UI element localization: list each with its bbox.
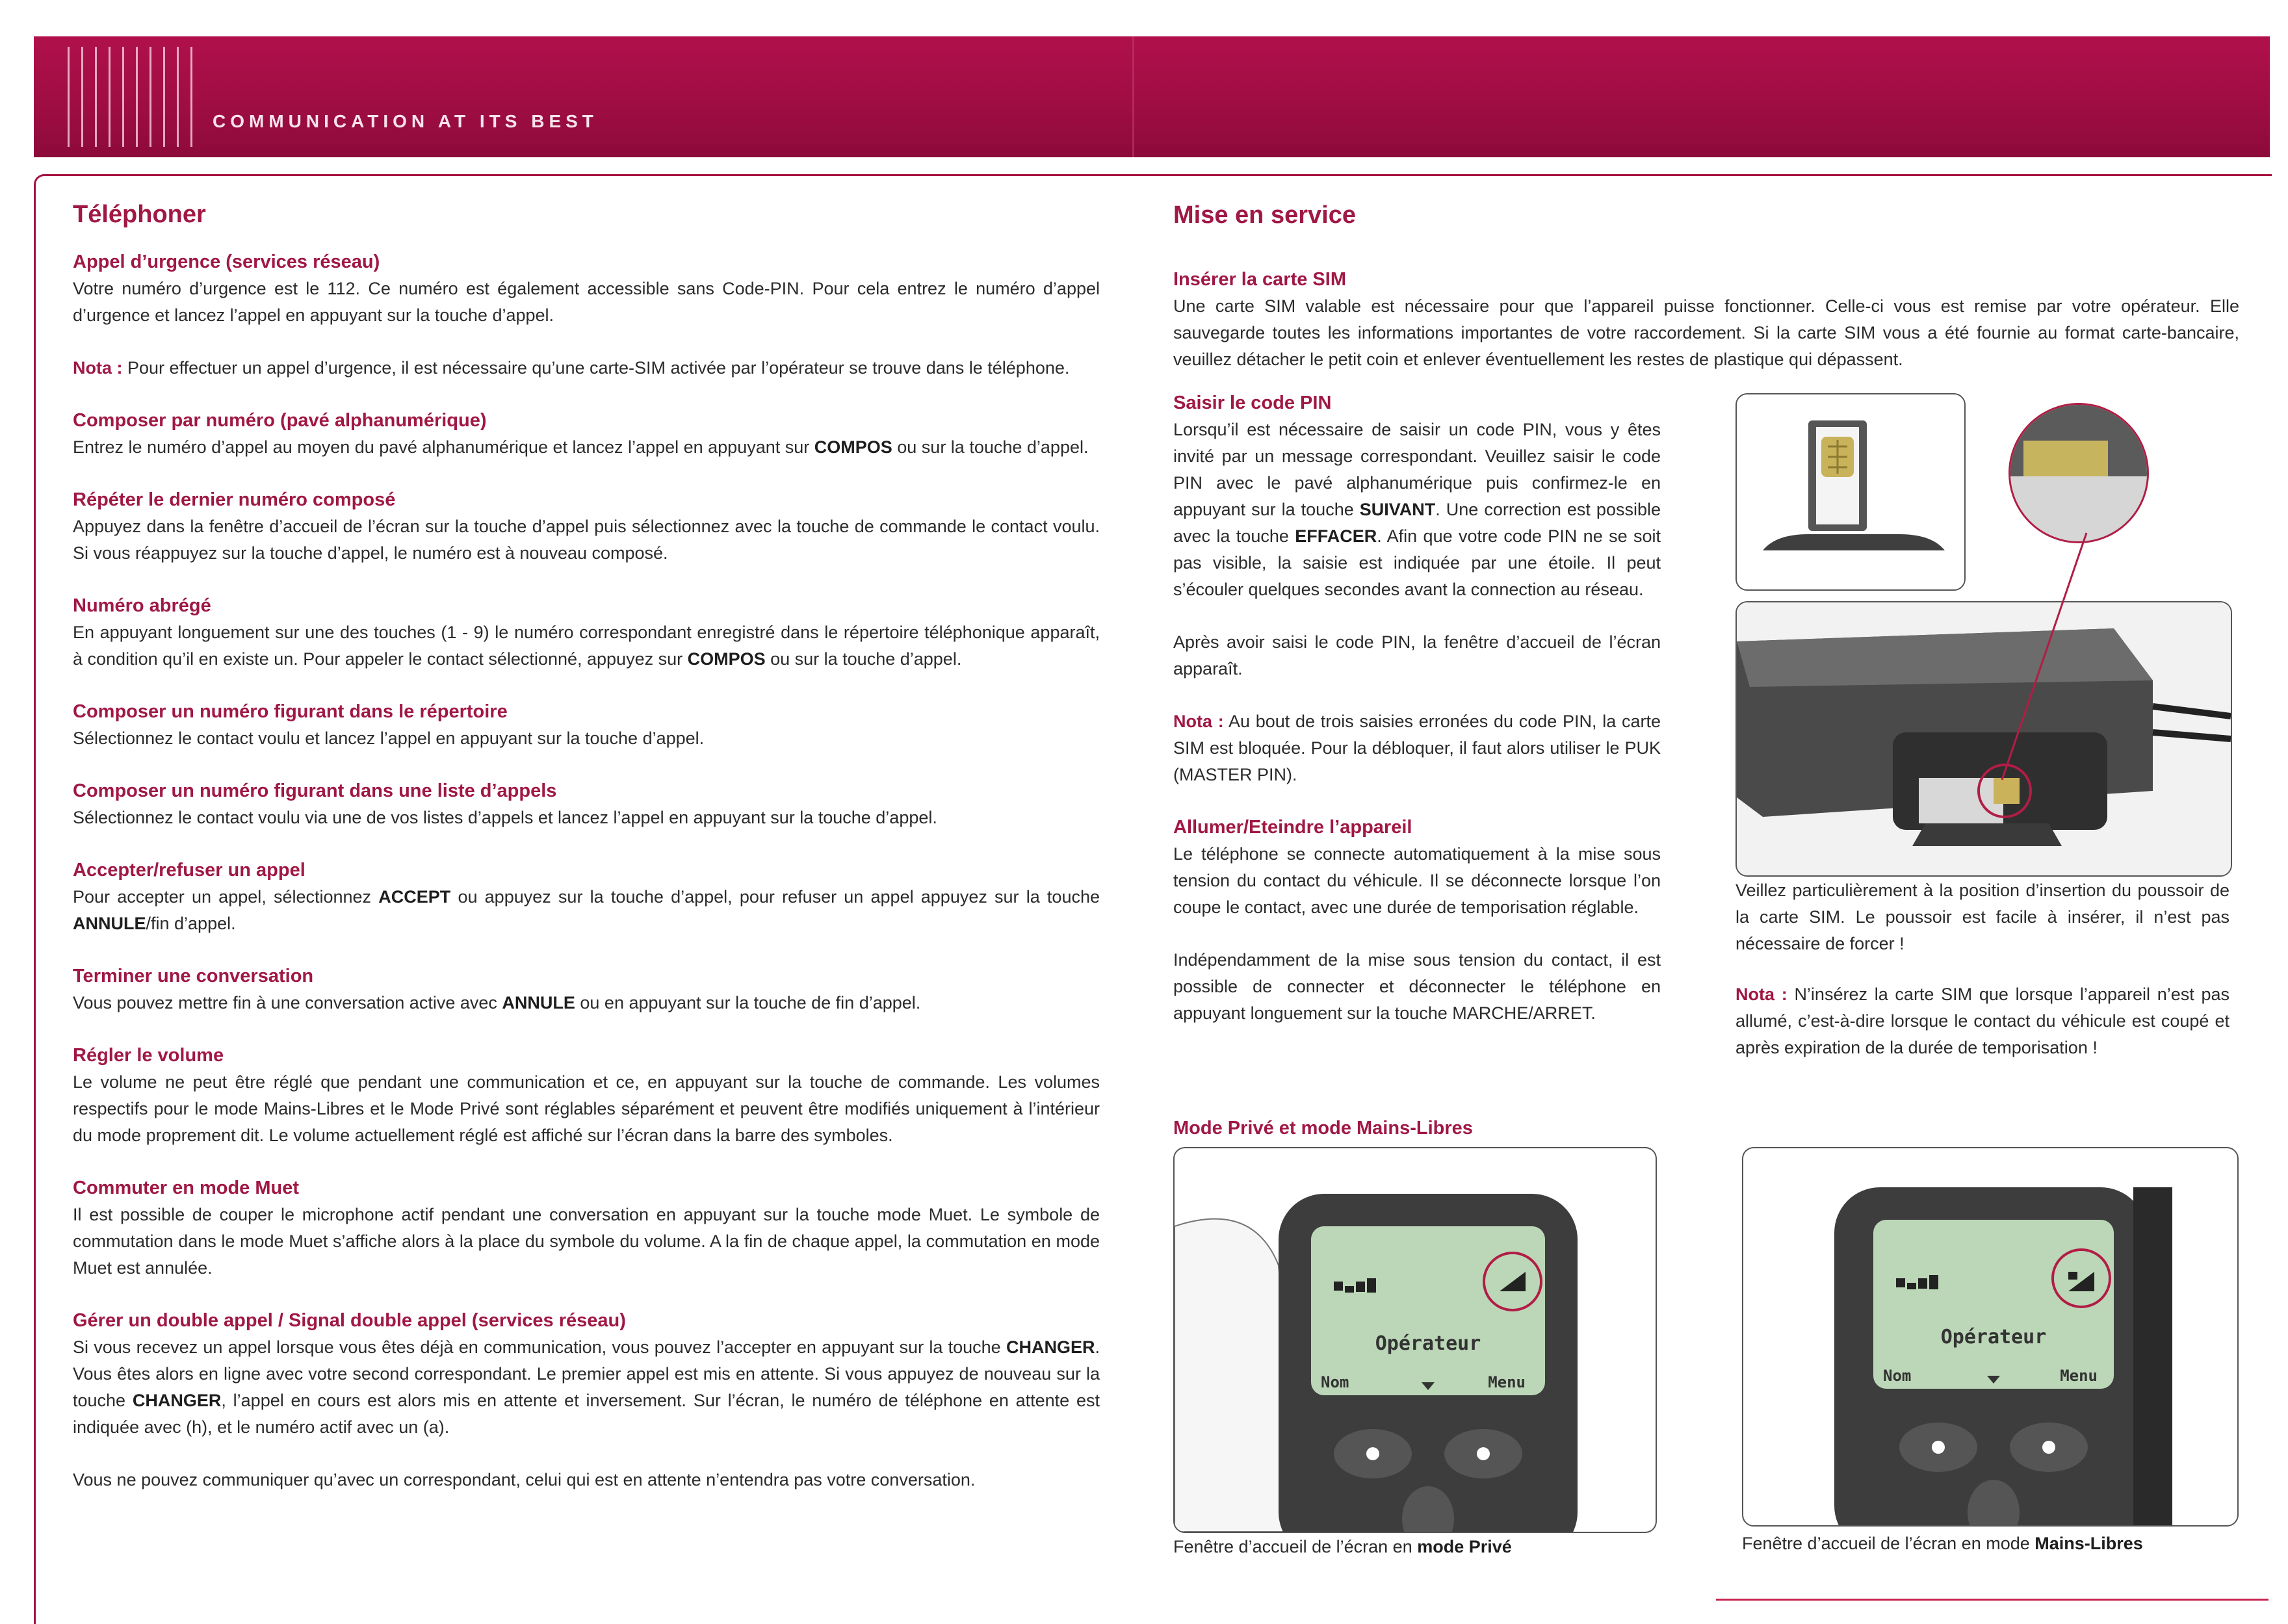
- section-redial: [73, 487, 1100, 567]
- keyword: CHANGER: [132, 1391, 222, 1410]
- text-part: En appuyant longuement sur une des touches (1 - 9) le numéro correspondant enregistré dans le répertoire téléphonique apparaît, à condition qu’il en existe un. Pour appeler le contact sélectionné, appuyez sur: [73, 623, 1100, 669]
- text-part: Pour accepter un appel, sélectionnez: [73, 887, 379, 907]
- banner-stripes: [68, 47, 192, 147]
- footer-rule: [1716, 1599, 2268, 1601]
- keyword: SUIVANT: [1359, 500, 1436, 519]
- sim-section: [1173, 266, 2239, 373]
- screen-operator-label: Opérateur: [1375, 1332, 1481, 1355]
- section-text: Il est possible de couper le microphone actif pendant une conversation en appuyant sur la touche mode Muet. Le symbole de commutation dans le mode Muet s’affiche alors à la place du symbole du volume. A la fin de chaque appel, la commutation en mode Muet est annulée.: [73, 1205, 1100, 1278]
- text-part: . Vous êtes alors en ligne avec votre second correspondant. Le premier appel est mis en attente. Si vous appuyez de nouveau sur la touche: [73, 1337, 1100, 1410]
- keyword: ACCEPT: [378, 887, 451, 907]
- section-heading: Appel d’urgence (services réseau): [73, 251, 380, 272]
- text-part: ou sur la touche d’appel.: [765, 649, 962, 669]
- keyword: COMPOS: [687, 649, 766, 669]
- section-pin: [1173, 390, 1661, 603]
- text-part: /fin d’appel.: [146, 914, 236, 933]
- section-pin-nota: [1173, 708, 1661, 788]
- section-call-list: [73, 778, 1100, 831]
- text-part: . Une correction est possible avec la touche: [1173, 500, 1661, 546]
- keyword: ANNULE: [502, 993, 575, 1012]
- header-banner: [34, 36, 2270, 157]
- text-part: ou sur la touche d’appel.: [892, 437, 1089, 457]
- nota-label: Nota :: [73, 358, 123, 378]
- caption-text: Fenêtre d’accueil de l’écran en: [1173, 1537, 1418, 1556]
- section-heading: Numéro abrégé: [73, 595, 211, 616]
- section-heading: Saisir le code PIN: [1173, 393, 1332, 413]
- keyword: EFFACER: [1295, 526, 1377, 546]
- left-column: [73, 201, 1100, 1519]
- section-speed-dial: [73, 593, 1100, 673]
- text-part: ou appuyez sur la touche d’appel, pour refuser un appel appuyez sur la touche: [450, 887, 1100, 907]
- screen-left-soft-label: Nom: [1883, 1367, 1912, 1385]
- section-heading: Accepter/refuser un appel: [73, 860, 306, 881]
- screen-operator-label: Opérateur: [1940, 1326, 2047, 1348]
- section-heading: Répéter le dernier numéro composé: [73, 489, 396, 510]
- phone-private-drawing: [1175, 1148, 1656, 1532]
- section-heading: Composer un numéro figurant dans une liste d’appels: [73, 780, 557, 801]
- section-text: Au bout de trois saisies erronées du code PIN, la carte SIM est bloquée. Pour la débloquer, il faut alors utiliser le PUK (MASTER PIN).: [1173, 712, 1661, 784]
- text-part: . Afin que votre code PIN ne se soit pas visible, la saisie est indiquée par une étoile. Il peut s’écouler quelques secondes avant la connection au réseau.: [1173, 526, 1661, 599]
- screen-right-soft-label: Menu: [1488, 1373, 1526, 1391]
- caption-private: [1173, 1534, 1667, 1560]
- keyword: COMPOS: [814, 437, 892, 457]
- section-text: Appuyez dans la fenêtre d’accueil de l’écran sur la touche d’appel puis sélectionnez avec la touche de commande le contact voulu. Si vous réappuyez sur la touche d’appel, le numéro est à nouveau composé.: [73, 517, 1100, 563]
- section-text: Après avoir saisi le code PIN, la fenêtre d’accueil de l’écran apparaît.: [1173, 632, 1661, 678]
- section-emergency: [73, 249, 1100, 329]
- nota-text: N’insérez la carte SIM que lorsque l’appareil n’est pas allumé, c’est-à-dire lorsque le contact du véhicule est coupé et après expiration de la durée de temporisation !: [1736, 985, 2230, 1057]
- section-accept-reject: [73, 857, 1100, 937]
- nota-label: Nota :: [1173, 712, 1224, 731]
- text-part: ou en appuyant sur la touche de fin d’appel.: [575, 993, 921, 1012]
- section-dial-number: [73, 407, 1100, 461]
- right-middle-column: [1173, 390, 1661, 1053]
- text-part: Vous pouvez mettre fin à une conversation active avec: [73, 993, 502, 1012]
- screen-left-soft-label: Nom: [1321, 1373, 1349, 1391]
- section-text: Le téléphone se connecte automatiquement à la mise sous tension du contact du véhicule. Il se déconnecte lorsque l’on coupe le contact, avec une durée de temporisation réglable.: [1173, 844, 1661, 917]
- caption-keyword: Mains-Libres: [2034, 1534, 2143, 1553]
- section-text: Le volume ne peut être réglé que pendant une communication et ce, en appuyant sur la touche de commande. Les volumes respectifs pour le mode Mains-Libres et le Mode Privé sont réglables séparément et peuvent être modifiés uniquement à l’intérieur du mode proprement dit. Le volume actuellement réglé est affiché sur l’écran dans la barre des symboles.: [73, 1072, 1100, 1145]
- section-heading: Allumer/Eteindre l’appareil: [1173, 817, 1412, 838]
- text-part: Lorsqu’il est nécessaire de saisir un code PIN, vous y êtes invité par un message correspondant. Veuillez saisir le code PIN avec le pavé alphanumérique puis confirmez-le en appuyant sur la touche: [1173, 420, 1661, 519]
- section-text: Indépendamment de la mise sous tension du contact, il est possible de connecter et déconnecter le téléphone en appuyant longuement sur la touche MARCHE/ARRET.: [1173, 950, 1661, 1023]
- section-mute: [73, 1175, 1100, 1282]
- section-heading: Composer un numéro figurant dans le répertoire: [73, 701, 508, 722]
- section-title-mise-en-service: Mise en service: [1173, 201, 1356, 229]
- section-heading: Gérer un double appel / Signal double appel (services réseau): [73, 1310, 626, 1331]
- text-part: , l’appel en cours est alors mis en attente et inversement. Sur l’écran, le numéro de téléphone en attente est indiquée avec (h), et le numéro actif avec un (a).: [73, 1391, 1100, 1437]
- section-one-correspondent: [73, 1467, 1100, 1493]
- phone-handsfree-image: [1742, 1147, 2239, 1527]
- phone-handsfree-drawing: [1743, 1148, 2237, 1525]
- section-directory: [73, 699, 1100, 752]
- section-text: Sélectionnez le contact voulu et lancez l’appel en appuyant sur la touche d’appel.: [73, 728, 705, 748]
- caption-text: Fenêtre d’accueil de l’écran en mode: [1742, 1534, 2035, 1553]
- sim-caption: Veillez particulièrement à la position d’insertion du poussoir de la carte SIM. Le poussoir est facile à insérer, il n’est pas nécessaire de forcer !: [1736, 881, 2230, 953]
- section-pin-after: [1173, 629, 1661, 682]
- section-text: Sélectionnez le contact voulu via une de vos listes d’appels et lancez l’appel en appuyant sur la touche d’appel.: [73, 808, 937, 827]
- section-double-call: [73, 1308, 1100, 1441]
- section-text: Une carte SIM valable est nécessaire pour que l’appareil puisse fonctionner. Celle-ci vous est remise par votre opérateur. Elle sauvegarde toutes les informations importantes de votre raccordement. Si la carte SIM vous a été fournie au format carte-bancaire, veuillez détacher le petit coin et enlever éventuellement les restes de plastique qui dépassent.: [1173, 296, 2239, 369]
- section-heading: Régler le volume: [73, 1045, 224, 1066]
- caption-keyword: mode Privé: [1417, 1537, 1512, 1556]
- section-heading: Commuter en mode Muet: [73, 1178, 300, 1198]
- section-power-more: [1173, 947, 1661, 1027]
- section-volume: [73, 1042, 1100, 1149]
- screen-right-soft-label: Menu: [2060, 1367, 2098, 1385]
- keyword: ANNULE: [73, 914, 146, 933]
- banner-slogan: COMMUNICATION AT ITS BEST: [213, 111, 598, 131]
- keyword: CHANGER: [1006, 1337, 1095, 1357]
- section-text: Pour effectuer un appel d’urgence, il est nécessaire qu’une carte-SIM activée par l’opérateur se trouve dans le téléphone.: [127, 358, 1070, 378]
- section-heading: Terminer une conversation: [73, 966, 314, 986]
- section-end-call: [73, 963, 1100, 1016]
- section-heading: Composer par numéro (pavé alphanumérique): [73, 410, 487, 431]
- text-part: Entrez le numéro d’appel au moyen du pavé alphanumérique et lancez l’appel en appuyant sur: [73, 437, 814, 457]
- section-text: Vous ne pouvez communiquer qu’avec un correspondant, celui qui est en attente n’entendra pas votre conversation.: [73, 1470, 976, 1489]
- section-text: Votre numéro d’urgence est le 112. Ce numéro est également accessible sans Code-PIN. Pour cela entrez le numéro d’appel d’urgence et lancez l’appel en appuyant sur la touche d’appel.: [73, 279, 1100, 325]
- nota-label: Nota :: [1736, 985, 1788, 1004]
- section-power: [1173, 814, 1661, 921]
- zoom-connector-line: [1885, 494, 2158, 819]
- section-nota-emergency: [73, 355, 1100, 381]
- modes-title: Mode Privé et mode Mains-Libres: [1173, 1118, 1473, 1139]
- phone-private-image: [1173, 1147, 1657, 1533]
- caption-handsfree: [1742, 1530, 2236, 1557]
- page-fold: [1132, 36, 1134, 157]
- text-part: Si vous recevez un appel lorsque vous êtes déjà en communication, vous pouvez l’accepter en appuyant sur la touche: [73, 1337, 1006, 1357]
- sim-nota: [1736, 981, 2230, 1061]
- section-title-telephoner: Téléphoner: [73, 201, 206, 228]
- section-heading: Insérer la carte SIM: [1173, 269, 1346, 290]
